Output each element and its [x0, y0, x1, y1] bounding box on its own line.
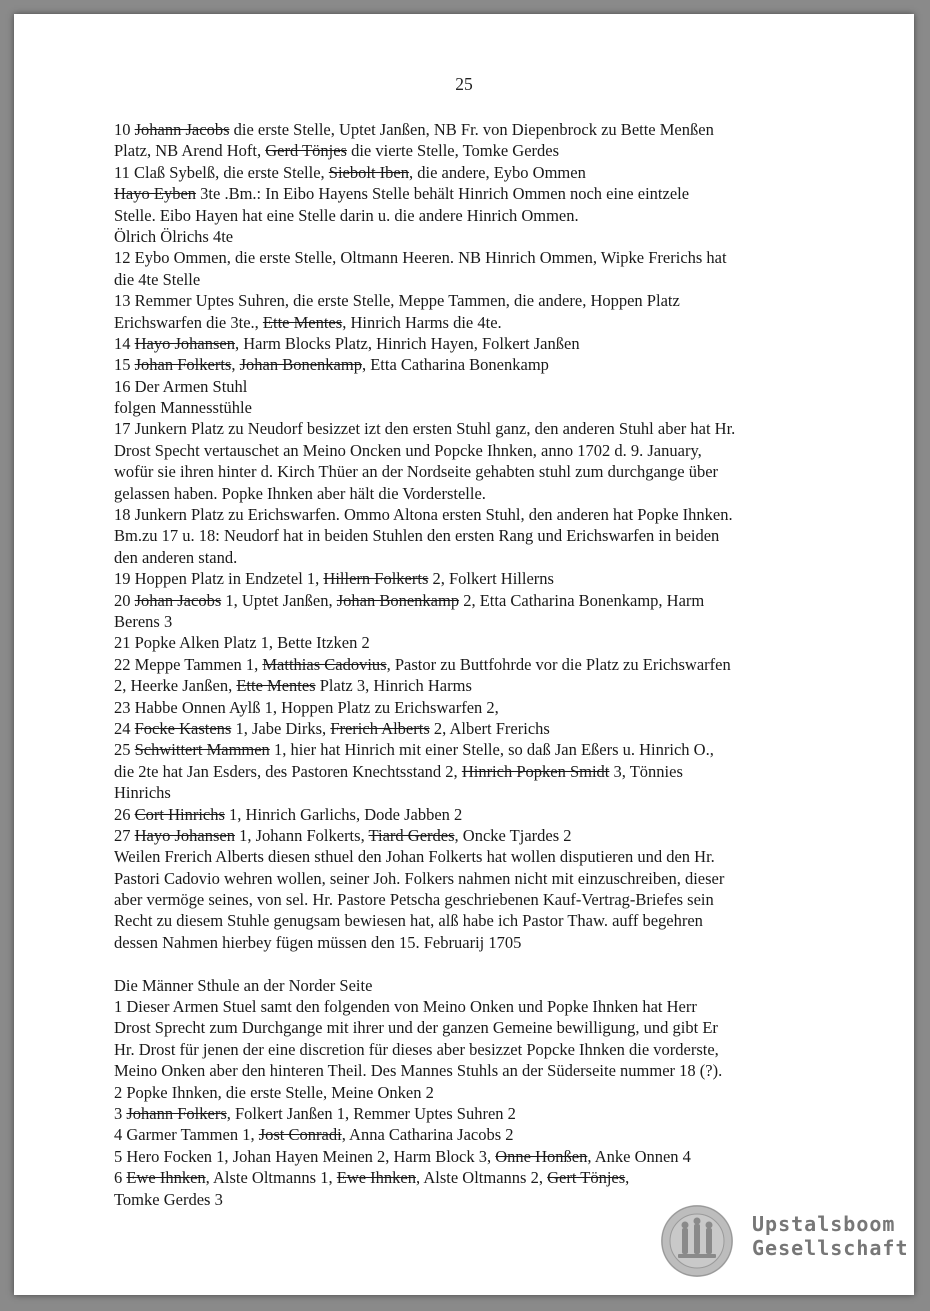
text-line [114, 205, 824, 226]
text-run: Bm.zu 17 u. 18: Neudorf hat in beiden Stuhlen den ersten Rang und Erichswarfen in beiden [114, 526, 720, 546]
text-line [114, 889, 824, 910]
text-run: 1 Dieser Armen Stuel samt den folgenden von Meino Onken und Popke Ihnken hat Herr [114, 997, 697, 1017]
text-run: , Alste Oltmanns 2, [416, 1168, 548, 1188]
text-line [114, 825, 824, 846]
text-run: 18 Junkern Platz zu Erichswarfen. Ommo Altona ersten Stuhl, den anderen hat Popke Ihnken. [114, 505, 733, 525]
text-line [114, 140, 824, 161]
text-run: 1, hier hat Hinrich mit einer Stelle, so daß Jan Eßers u. Hinrich O., [269, 740, 714, 760]
text-run: , Harm Blocks Platz, Hinrich Hayen, Folkert Janßen [234, 333, 580, 353]
text-run: Pastori Cadovio wehren wollen, seiner Joh. Folkers nahmen nicht mit einzuschreiben, dieser [114, 868, 725, 888]
text-run: 16 Der Armen Stuhl [114, 376, 248, 396]
text-line [114, 333, 824, 354]
text-run: die 4te Stelle [114, 269, 201, 289]
text-run: 1, Hinrich Garlichs, Dode Jabben 2 [224, 804, 463, 824]
text-line [114, 290, 824, 311]
text-run: 3te .Bm.: In Eibo Hayens Stelle behält Hinrich Ommen noch eine eintzele [196, 184, 690, 204]
struck-name: Ette Mentes [262, 312, 343, 332]
text-run: 1, Johann Folkerts, [234, 825, 369, 845]
text-line [114, 1082, 824, 1103]
text-run: Drost Sprecht zum Durchgange mit ihrer und der ganzen Gemeine bewilligung, und gibt Er [114, 1018, 718, 1038]
text-line [114, 247, 824, 268]
struck-name: Tiard Gerdes [368, 825, 455, 845]
struck-name: Frerich Alberts [330, 718, 430, 738]
text-line [114, 483, 824, 504]
text-line [114, 269, 824, 290]
struck-name: Ewe Ihnken [336, 1168, 416, 1188]
struck-name: Onne Honßen [495, 1146, 588, 1166]
text-line [114, 932, 824, 953]
text-line [114, 1167, 824, 1188]
page-number: 25 [455, 74, 473, 94]
text-run: 14 [114, 333, 135, 353]
text-run: Hinrichs [114, 783, 171, 803]
text-line [114, 354, 824, 375]
text-run: 5 Hero Focken 1, Johan Hayen Meinen 2, Harm Block 3, [114, 1146, 496, 1166]
text-line [114, 718, 824, 739]
text-run: folgen Mannesstühle [114, 398, 252, 418]
text-run: dessen Nahmen hierbey fügen müssen den 15. Februarij 1705 [114, 932, 522, 952]
text-line [114, 162, 824, 183]
text-line [114, 397, 824, 418]
text-run: , Anke Onnen 4 [587, 1146, 691, 1166]
text-run: 26 [114, 804, 135, 824]
publisher-logo [660, 1204, 910, 1284]
text-line [114, 119, 824, 140]
text-run: Berens 3 [114, 611, 173, 631]
struck-name: Ewe Ihnken [126, 1168, 206, 1188]
text-run: 10 [114, 120, 135, 139]
text-run: die 2te hat Jan Esders, des Pastoren Knechtsstand 2, [114, 761, 462, 781]
struck-name: Schwittert Mammen [134, 740, 270, 760]
struck-name: Johann Jacobs [134, 120, 230, 139]
text-run: Meino Onken aber den hinteren Theil. Des Mannes Stuhls an der Süderseite nummer 18 (?). [114, 1061, 723, 1081]
text-run: 2, Etta Catharina Bonenkamp, Harm [459, 590, 705, 610]
text-run: , Oncke Tjardes 2 [454, 825, 572, 845]
text-line [114, 739, 824, 760]
text-run: Hr. Drost für jenen der eine discretion für dieses aber besizzet Popcke Ihnken die vorderste, [114, 1039, 719, 1059]
text-run: Erichswarfen die 3te., [114, 312, 263, 332]
text-run: 2 Popke Ihnken, die erste Stelle, Meine Onken 2 [114, 1082, 434, 1102]
text-run: den anderen stand. [114, 547, 238, 567]
text-run: die vierte Stelle, Tomke Gerdes [346, 141, 560, 161]
text-run: 3, Tönnies [609, 761, 683, 781]
text-run: 12 Eybo Ommen, die erste Stelle, Oltmann Heeren. NB Hinrich Ommen, Wipke Frerichs hat [114, 248, 727, 268]
text-line [114, 846, 824, 867]
text-line [114, 868, 824, 889]
struck-name: Johan Folkerts [134, 355, 232, 375]
text-run: 1, Jabe Dirks, [231, 718, 331, 738]
logo-line-1: Upstalsboom [752, 1212, 896, 1236]
text-run: 25 [114, 740, 135, 760]
text-line [114, 440, 824, 461]
seal-icon [660, 1204, 734, 1278]
text-run: Stelle. Eibo Hayen hat eine Stelle darin u. die andere Hinrich Ommen. [114, 205, 579, 225]
text-run: 27 [114, 825, 135, 845]
text-run: Die Männer Sthule an der Norder Seite [114, 975, 373, 995]
text-line [114, 632, 824, 653]
struck-name: Gerd Tönjes [265, 141, 347, 161]
text-line [114, 525, 824, 546]
text-line [114, 1060, 824, 1081]
struck-name: Johan Bonenkamp [239, 355, 362, 375]
text-run: aber vermöge seines, von sel. Hr. Pastore Petscha geschriebenen Kauf-Vertrag-Briefes sein [114, 890, 714, 910]
text-line [114, 1124, 824, 1145]
struck-name: Hayo Eyben [114, 184, 197, 204]
text-run: Recht zu diesem Stuhle genugsam bewiesen hat, alß habe ich Pastor Thaw. auff begehren [114, 911, 703, 931]
text-run: , Hinrich Harms die 4te. [342, 312, 502, 332]
text-run: Platz 3, Hinrich Harms [315, 676, 472, 696]
text-run: 2, Albert Frerichs [429, 718, 550, 738]
text-line [114, 761, 824, 782]
text-line [114, 312, 824, 333]
text-line [114, 804, 824, 825]
text-run: 19 Hoppen Platz in Endzetel 1, [114, 569, 324, 589]
text-run: , Pastor zu Buttfohrde vor die Platz zu Erichswarfen [386, 654, 731, 674]
text-line [114, 568, 824, 589]
text-run: 15 [114, 355, 135, 375]
struck-name: Johan Bonenkamp [336, 590, 460, 610]
logo-line-2: Gesellschaft [752, 1236, 909, 1260]
text-run: 2, Folkert Hillerns [428, 569, 554, 589]
text-line [114, 675, 824, 696]
text-run: gelassen haben. Popke Ihnken aber hält die Vorderstelle. [114, 483, 486, 503]
struck-name: Hinrich Popken Smidt [461, 761, 610, 781]
text-run: 4 Garmer Tammen 1, [114, 1125, 259, 1145]
text-line [114, 183, 824, 204]
text-run: , Anna Catharina Jacobs 2 [341, 1125, 514, 1145]
blank-line [114, 953, 824, 974]
struck-name: Matthias Cadovius [262, 654, 387, 674]
struck-name: Johan Jacobs [134, 590, 222, 610]
text-run: Tomke Gerdes 3 [114, 1189, 223, 1209]
text-run: 24 [114, 718, 135, 738]
struck-name: Jost Conradi [258, 1125, 342, 1145]
text-run: 11 Claß Sybelß, die erste Stelle, [114, 162, 329, 182]
text-line [114, 996, 824, 1017]
text-run: Weilen Frerich Alberts diesen sthuel den Johan Folkerts hat wollen disputieren und den Hr. [114, 847, 715, 867]
text-run: , [625, 1168, 630, 1188]
text-line [114, 547, 824, 568]
text-run: wofür sie ihren hinter d. Kirch Thüer an der Nordseite gehabten stuhl zum durchgange über [114, 462, 719, 482]
text-run: 2, Heerke Janßen, [114, 676, 237, 696]
text-run: 3 [114, 1103, 127, 1123]
struck-name: Focke Kastens [134, 718, 232, 738]
text-run: , [231, 355, 240, 375]
struck-name: Cort Hinrichs [134, 804, 225, 824]
text-line [114, 910, 824, 931]
text-run: Ölrich Ölrichs 4te [114, 226, 234, 246]
text-run: 13 Remmer Uptes Suhren, die erste Stelle, Meppe Tammen, die andere, Hoppen Platz [114, 291, 680, 311]
struck-name: Johann Folkers [126, 1103, 227, 1123]
text-line [114, 782, 824, 803]
struck-name: Hillern Folkerts [323, 569, 429, 589]
text-line [114, 461, 824, 482]
text-run: , Etta Catharina Bonenkamp [361, 355, 549, 375]
struck-name: Gert Tönjes [547, 1168, 626, 1188]
text-line [114, 418, 824, 439]
text-run: 17 Junkern Platz zu Neudorf besizzet izt den ersten Stuhl ganz, den anderen Stuhl aber hat Hr. [114, 419, 736, 439]
text-line [114, 611, 824, 632]
text-line [114, 697, 824, 718]
text-line [114, 1017, 824, 1038]
document-page [14, 14, 914, 1295]
text-run: 21 Popke Alken Platz 1, Bette Itzken 2 [114, 633, 370, 653]
text-line [114, 226, 824, 247]
text-run: 23 Habbe Onnen Aylß 1, Hoppen Platz zu Erichswarfen 2, [114, 697, 499, 717]
text-run: 6 [114, 1168, 127, 1188]
text-line [114, 504, 824, 525]
text-run: 1, Uptet Janßen, [221, 590, 337, 610]
text-line [114, 590, 824, 611]
text-line [114, 654, 824, 675]
struck-name: Hayo Johansen [134, 825, 235, 845]
text-run: die erste Stelle, Uptet Janßen, NB Fr. von Diepenbrock zu Bette Menßen [229, 120, 714, 139]
struck-name: Siebolt Iben [328, 162, 409, 182]
text-run: , Alste Oltmanns 1, [205, 1168, 337, 1188]
text-run: , Folkert Janßen 1, Remmer Uptes Suhren 2 [226, 1103, 516, 1123]
text-run: 22 Meppe Tammen 1, [114, 654, 263, 674]
struck-name: Hayo Johansen [134, 333, 235, 353]
text-line [114, 376, 824, 397]
text-line [114, 1039, 824, 1060]
text-run: Drost Specht vertauschet an Meino Oncken und Popcke Ihnken, anno 1702 d. 9. January, [114, 440, 702, 460]
text-line [114, 1146, 824, 1167]
struck-name: Ette Mentes [236, 676, 316, 696]
text-run: Platz, NB Arend Hoft, [114, 141, 266, 161]
text-line [114, 975, 824, 996]
text-run: , die andere, Eybo Ommen [408, 162, 586, 182]
document-text [114, 119, 824, 1210]
logo-text [752, 1212, 909, 1260]
text-line [114, 1103, 824, 1124]
text-run: 20 [114, 590, 135, 610]
